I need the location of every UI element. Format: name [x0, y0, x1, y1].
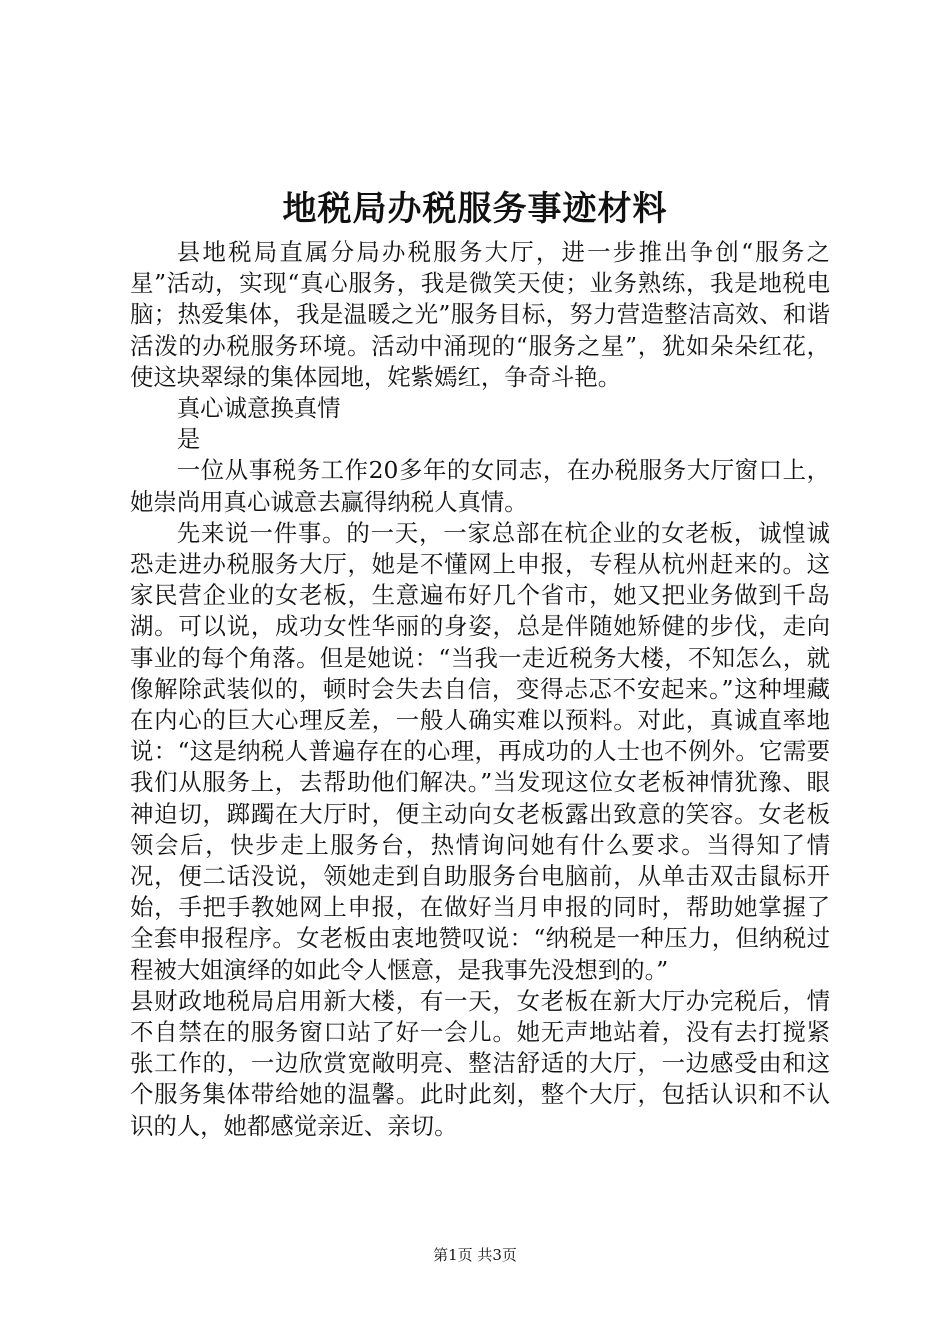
paragraph-profile: 一位从事税务工作20多年的女同志，在办税服务大厅窗口上，她崇尚用真心诚意去赢得纳税人真情。: [130, 456, 830, 516]
document-body: [130, 237, 830, 1142]
document-title: 地税局办税服务事迹材料: [282, 189, 668, 229]
paragraph-new-building: 县财政地税局启用新大楼，有一天，女老板在新大厅办完税后，情不自禁在的服务窗口站了好一会儿。她无声地站着，没有去打搅紧张工作的，一边欣赏宽敞明亮、整洁舒适的大厅，一边感受由和这个服务集体带给她的温馨。此时此刻，整个大厅，包括认识和不认识的人，她都感觉亲近、亲切。: [130, 986, 830, 1140]
page-footer: 第1页 共3页: [433, 1246, 517, 1264]
paragraph-fragment: 是: [176, 425, 201, 454]
paragraph-intro: 县地税局直属分局办税服务大厅，进一步推出争创“服务之星”活动，实现“真心服务，我是微笑天使；业务熟练，我是地税电脑；热爱集体，我是温暖之光”服务目标，努力营造整洁高效、和谐活泼的办税服务环境。活动中涌现的“服务之星”，犹如朵朵红花，使这块翠绿的集体园地，姹紫嫣红，争奇斗艳。: [130, 238, 830, 391]
paragraph-story: 先来说一件事。的一天，一家总部在杭企业的女老板，诚惶诚恐走进办税服务大厅，她是不懂网上申报，专程从杭州赶来的。这家民营企业的女老板，生意遍布好几个省市，她又把业务做到千岛湖。可以说，成功女性华丽的身姿，总是伴随她矫健的步伐，走向事业的每个角落。但是她说：“当我一走近税务大楼，不知怎么，就像解除武装似的，顿时会失去自信，变得忐忑不安起来。”这种埋藏在内心的巨大心理反差，一般人确实难以预料。对此，真诚直率地说：“这是纳税人普遍存在的心理，再成功的人士也不例外。它需要我们从服务上，去帮助他们解决。”当发现这位女老板神情犹豫、眼神迫切，踯躅在大厅时，便主动向女老板露出致意的笑容。女老板领会后，快步走上服务台，热情询问她有什么要求。当得知了情况，便二话没说，领她走到自助服务台电脑前，从单击双击鼠标开始，手把手教她网上申报，在做好当月申报的同时，帮助她掌握了全套申报程序。女老板由衷地赞叹说：“纳税是一种压力，但纳税过程被大姐演绎的如此令人惬意，是我事先没想到的。”: [130, 518, 830, 984]
paragraph-subheading: 真心诚意换真情: [176, 394, 341, 423]
